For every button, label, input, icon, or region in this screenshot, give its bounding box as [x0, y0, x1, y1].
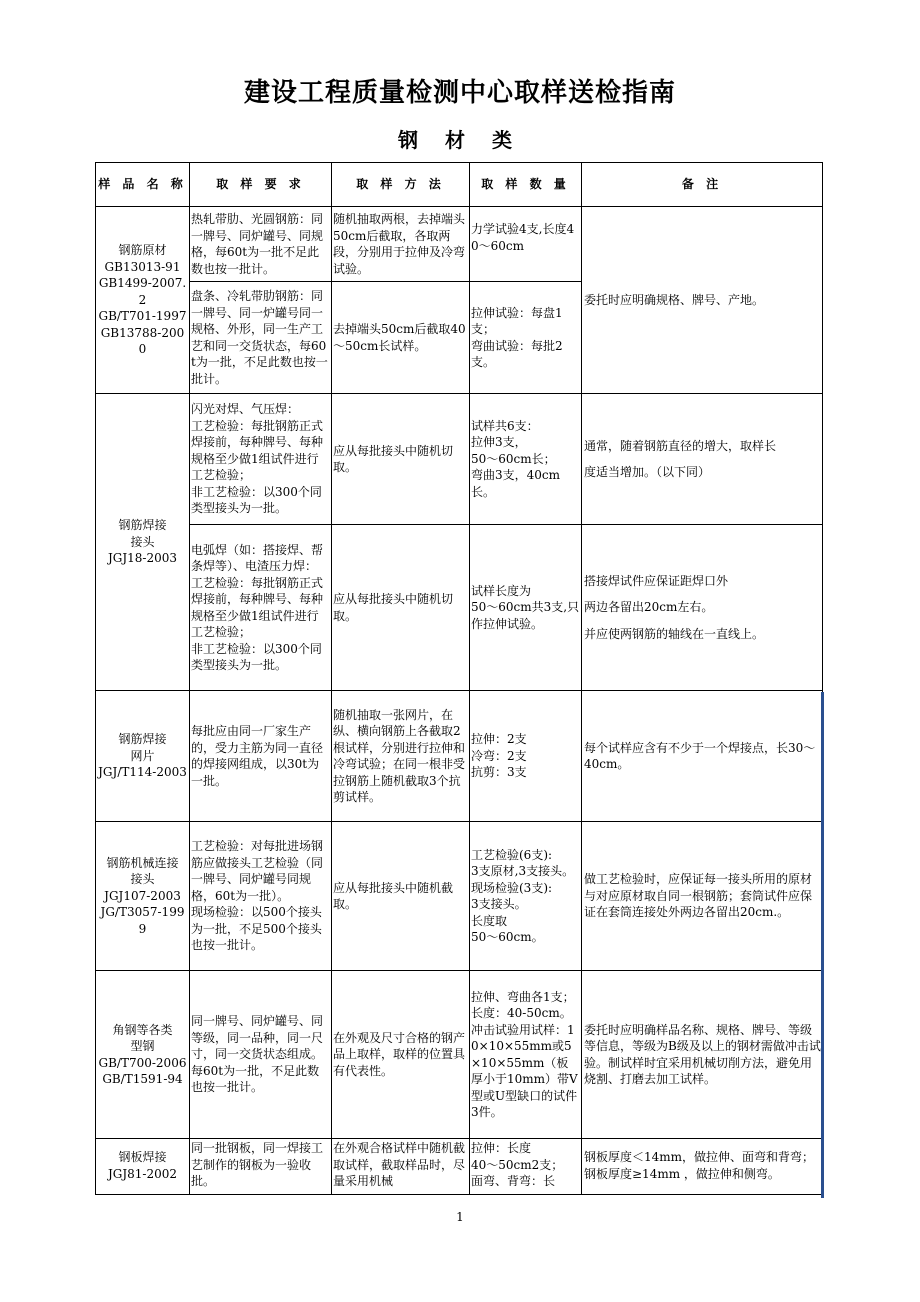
header-sampling-method: 取 样 方 法	[332, 163, 470, 207]
remarks-cell: 委托时应明确规格、牌号、产地。	[582, 207, 823, 394]
requirement-cell: 电弧焊（如：搭接焊、帮条焊等）、电渣压力焊： 工艺检验：每批钢筋正式焊接前，每种牌号、每种规格至少做1组试件进行工艺检验； 非工艺检验：以300个同类型接头为一批。	[190, 525, 332, 691]
page-subtitle: 钢 材 类	[398, 128, 522, 152]
remarks-cell: 钢板厚度＜14mm，做拉伸、面弯和背弯；钢板厚度≥14mm ，做拉伸和侧弯。	[582, 1139, 823, 1195]
margin-rule	[821, 692, 824, 1198]
remarks-cell: 委托时应明确样品名称、规格、牌号、等级等信息，等级为B级及以上的钢材需做冲击试验。制试样时宜采用机械切削方法，避免用烧割、打磨去加工试样。	[582, 971, 823, 1139]
quantity-cell: 试样长度为 50～60cm共3支,只作拉伸试验。	[470, 525, 582, 691]
header-sample-name: 样 品 名 称	[96, 163, 190, 207]
requirement-cell: 热轧带肋、光圆钢筋：同一牌号、同炉罐号、同规格，每60t为一批不足此数也按一批计。	[190, 207, 332, 282]
sample-name: 钢筋焊接 网片 JGJ/T114-2003	[98, 732, 187, 780]
remarks-line: 并应使两钢筋的轴线在一直线上。	[584, 626, 765, 641]
table-row	[96, 822, 823, 971]
method-cell: 去掉端头50cm后截取40～50cm长试样。	[332, 282, 470, 394]
quantity-cell: 工艺检验(6支): 3支原材,3支接头。 现场检验(3支): 3支接头。 长度取 50～60cm。	[470, 822, 582, 971]
remarks-cell	[582, 525, 823, 691]
sample-name-cell	[96, 691, 190, 822]
requirement-cell: 闪光对焊、气压焊： 工艺检验：每批钢筋正式焊接前，每种牌号、每种规格至少做1组试件进行工艺检验； 非工艺检验：以300个同类型接头为一批。	[190, 394, 332, 525]
remarks-line: 通常，随着钢筋直径的增大，取样长	[584, 438, 777, 453]
remarks-line: 两边各留出20cm左右。	[584, 600, 714, 615]
quantity-cell: 拉伸试验：每盘1支； 弯曲试验：每批2支。	[470, 282, 582, 394]
page-title: 建设工程质量检测中心取样送检指南	[243, 78, 676, 108]
remarks-line: 搭接焊试件应保证距焊口外	[584, 573, 729, 588]
method-cell: 应从每批接头中随机截取。	[332, 822, 470, 971]
page-number: 1	[456, 1210, 464, 1224]
sample-name: 角钢等各类 型钢 GB/T700-2006 GB/T1591-94	[98, 1022, 187, 1086]
method-cell: 在外观及尺寸合格的钢产品上取样，取样的位置具有代表性。	[332, 971, 470, 1139]
method-cell: 随机抽取两根，去掉端头50cm后截取，各取两段，分别用于拉伸及冷弯试验。	[332, 207, 470, 282]
sampling-table	[95, 162, 823, 1195]
quantity-cell: 拉伸：2支 冷弯：2支 抗剪：3支	[470, 691, 582, 822]
quantity-cell: 拉伸、弯曲各1支； 长度：40-50cm。 冲击试验用试样：10×10×55mm或5×10×55mm（板厚小于10mm）带V型或U型缺口的试件3件。	[470, 971, 582, 1139]
requirement-cell: 同一牌号、同炉罐号、同等级，同一品种，同一尺寸，同一交货状态组成。每60t为一批，不足此数也按一批计。	[190, 971, 332, 1139]
sample-name-cell	[96, 971, 190, 1139]
sample-name: 钢筋原材 GB13013-91 GB1499-2007.2 GB/T701-1997 GB13788-2000	[98, 243, 187, 357]
table-header-row	[96, 163, 823, 207]
header-sampling-requirement: 取 样 要 求	[190, 163, 332, 207]
quantity-cell: 力学试验4支,长度40～60cm	[470, 207, 582, 282]
requirement-cell: 盘条、冷轧带肋钢筋：同一牌号、同一炉罐号同一规格、外形，同一生产工艺和同一交货状态，每60t为一批，不足此数也按一批计。	[190, 282, 332, 394]
requirement-cell: 每批应由同一厂家生产的，受力主筋为同一直径的焊接网组成，以30t为一批。	[190, 691, 332, 822]
quantity-cell: 试样共6支： 拉伸3支， 50～60cm长； 弯曲3支，40cm长。	[470, 394, 582, 525]
table-row	[96, 207, 823, 282]
sample-name: 钢筋机械连接 接头 JGJ107-2003 JG/T3057-1999	[100, 855, 185, 936]
sample-name: 钢筋焊接 接头 JGJ18-2003	[107, 518, 178, 566]
method-cell: 随机抽取一张网片，在纵、横向钢筋上各截取2根试样，分别进行拉伸和冷弯试验；在同一根非受拉钢筋上随机截取3个抗剪试样。	[332, 691, 470, 822]
table-row	[96, 525, 823, 691]
table-row	[96, 971, 823, 1139]
table-row	[96, 1139, 823, 1195]
method-cell: 应从每批接头中随机切取。	[332, 394, 470, 525]
sample-name-cell	[96, 1139, 190, 1195]
sample-name-cell	[96, 394, 190, 691]
remarks-cell: 做工艺检验时，应保证每一接头所用的原材与对应原材取自同一根钢筋；套筒试件应保证在套筒连接处外两边各留出20cm.。	[582, 822, 823, 971]
method-cell: 应从每批接头中随机切取。	[332, 525, 470, 691]
header-remarks: 备 注	[582, 163, 823, 207]
quantity-cell: 拉伸：长度 40～50cm2支； 面弯、背弯：长	[470, 1139, 582, 1195]
remarks-cell: 每个试样应含有不少于一个焊接点，长30～40cm。	[582, 691, 823, 822]
sample-name-cell	[96, 822, 190, 971]
requirement-cell: 同一批钢板，同一焊接工艺制作的钢板为一验收批。	[190, 1139, 332, 1195]
sample-name-cell	[96, 207, 190, 394]
remarks-line: 度适当增加。（以下同）	[584, 465, 711, 479]
header-sampling-quantity: 取 样 数 量	[470, 163, 582, 207]
remarks-cell	[582, 394, 823, 525]
sample-name: 钢板焊接 JGJ81-2002	[107, 1150, 178, 1181]
table-row	[96, 691, 823, 822]
method-cell: 在外观合格试样中随机截取试样，截取样品时，尽量采用机械	[332, 1139, 470, 1195]
requirement-cell: 工艺检验：对每批进场钢筋应做接头工艺检验（同一牌号、同炉罐号同规格，60t为一批）。 现场检验：以500个接头为一批，不足500个接头也按一批计。	[190, 822, 332, 971]
table-row	[96, 394, 823, 525]
